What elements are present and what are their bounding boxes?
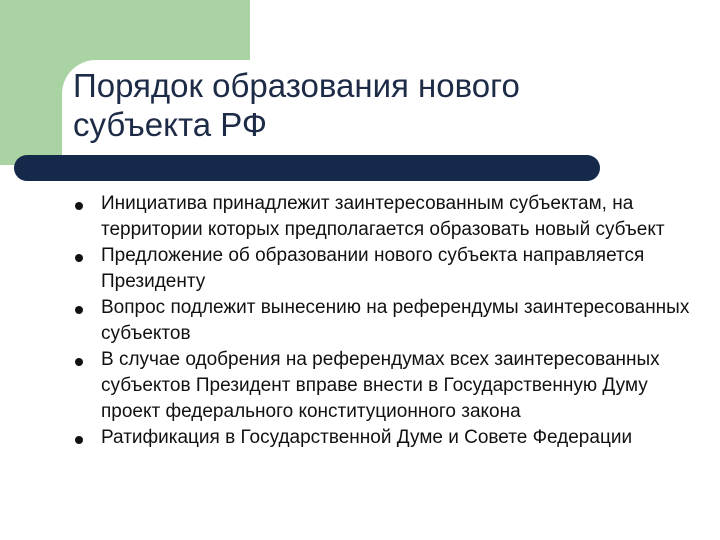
- bullet-text: В случае одобрения на референдумах всех заинтересованных субъектов Президент вправе внести в Государственную Думу проект федерального конституционного закона: [101, 349, 660, 422]
- bullet-dot-icon: [75, 436, 83, 444]
- bullet-dot-icon: [75, 358, 83, 366]
- title-underline-bar: [14, 155, 600, 181]
- bullet-text: Инициатива принадлежит заинтересованным субъектам, на территории которых предполагается образовать новый субъект: [101, 193, 665, 240]
- bullet-item-5: [72, 425, 692, 451]
- slide-title: Порядок образования нового субъекта РФ: [73, 67, 520, 143]
- bullet-dot-icon: [75, 202, 83, 210]
- bullet-text: Вопрос подлежит вынесению на референдумы заинтересованных субъектов: [101, 297, 690, 344]
- bullet-dot-icon: [75, 306, 83, 314]
- bullet-dot-icon: [75, 254, 83, 262]
- bullet-item-2: [72, 243, 692, 295]
- bullet-item-3: [72, 295, 692, 347]
- bullet-text: Предложение об образовании нового субъекта направляется Президенту: [101, 245, 645, 292]
- bullet-item-4: [72, 347, 692, 425]
- bullet-text: Ратификация в Государственной Думе и Совете Федерации: [101, 427, 633, 448]
- bullet-item-1: [72, 191, 692, 243]
- bullet-list: [72, 191, 692, 451]
